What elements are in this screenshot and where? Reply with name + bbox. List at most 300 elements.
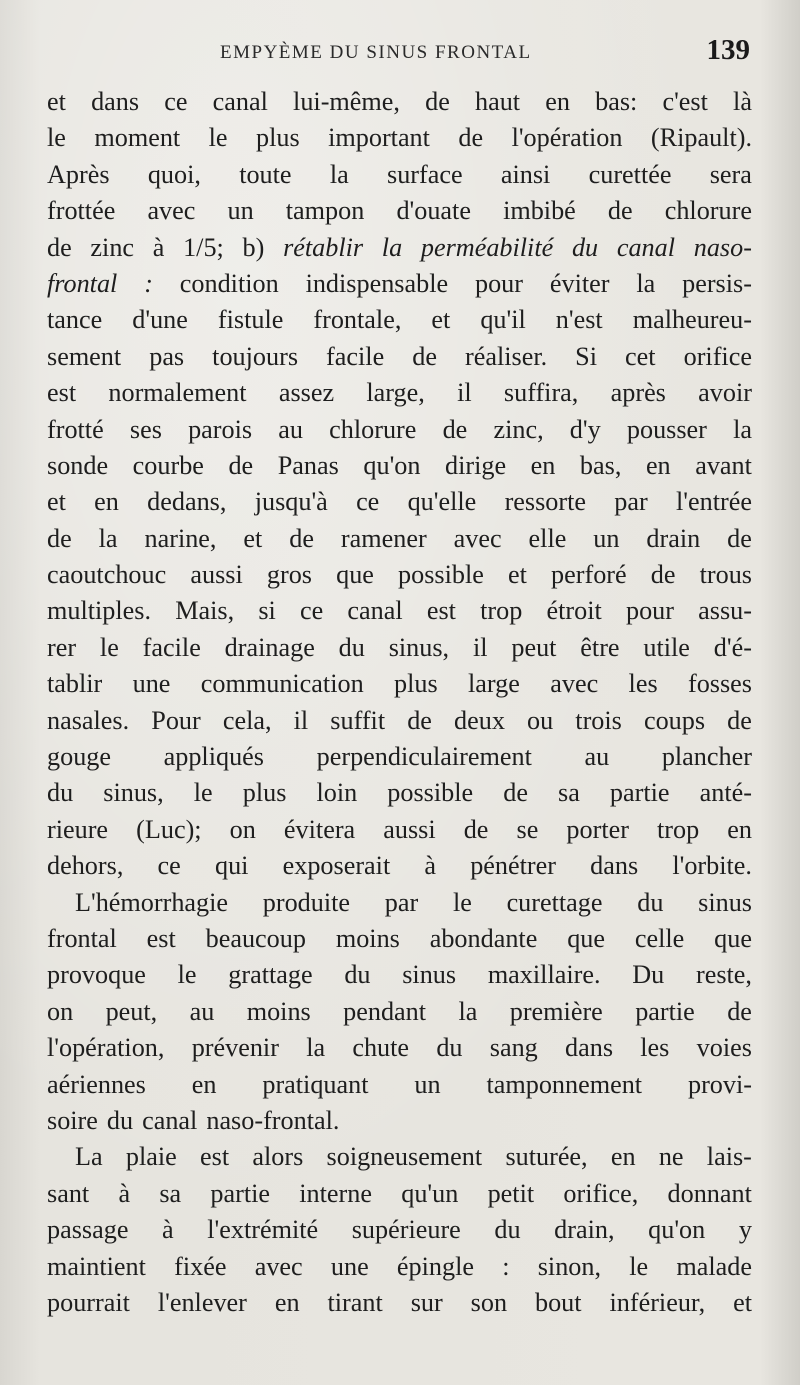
word: bas, (579, 450, 622, 480)
word: plus (256, 123, 300, 153)
word: l'orbite. (672, 851, 752, 881)
word: de (228, 450, 254, 480)
text-line (47, 302, 752, 338)
word: être (580, 632, 620, 662)
word: pendant (343, 996, 427, 1026)
word: ce (356, 487, 380, 517)
word: possible (398, 560, 484, 590)
word: dans (565, 1033, 614, 1063)
word: sa (159, 1178, 182, 1208)
word: chlorure (664, 196, 752, 226)
word: se (516, 814, 539, 844)
text-line (47, 1030, 752, 1066)
word: imbibé (503, 196, 576, 226)
word: drain (646, 523, 701, 553)
word: dedans, (147, 487, 227, 517)
word: malheureu- (632, 305, 752, 335)
word: de (727, 996, 752, 1026)
word: à (162, 1215, 174, 1245)
word: assez (278, 378, 335, 408)
word: il (293, 705, 309, 735)
word: ses (129, 414, 162, 444)
word: 1/5; (183, 232, 224, 262)
word: suturée, (505, 1142, 588, 1172)
running-title: EMPYÈME DU SINUS FRONTAL (220, 42, 532, 63)
word: jusqu'à (254, 487, 328, 517)
word: La (75, 1142, 103, 1172)
word: canal (347, 596, 403, 626)
word: provi- (687, 1069, 752, 1099)
word: le (177, 960, 197, 990)
word: haut (474, 87, 521, 116)
word: provoque (47, 960, 146, 990)
word: celle (634, 923, 685, 953)
word: du (338, 632, 365, 662)
word: partie (635, 996, 695, 1026)
word: tampon (285, 196, 365, 226)
text-line (47, 339, 752, 375)
text-line (47, 1067, 752, 1103)
text-line (47, 157, 752, 193)
text-line (47, 521, 752, 557)
word: le (629, 1251, 649, 1281)
word: du (47, 778, 74, 808)
word: une (132, 669, 171, 699)
word: qu'on (363, 450, 421, 480)
word: l'opération, (47, 1033, 165, 1063)
word: par (614, 487, 648, 517)
text-line (47, 1285, 752, 1321)
word: pas (149, 341, 185, 371)
word: plaie (125, 1142, 177, 1172)
word: canal (616, 232, 676, 262)
word: frotté (47, 414, 104, 444)
word: avec (550, 669, 599, 699)
word: supérieure (351, 1215, 461, 1245)
word: sant (47, 1178, 90, 1208)
word: trop (480, 596, 523, 626)
text-line (47, 666, 752, 702)
word: qu'on (648, 1215, 706, 1245)
word: tirant (327, 1287, 383, 1317)
word: bas: (595, 87, 638, 116)
word: gouge (47, 742, 111, 772)
word: en (645, 450, 671, 480)
word: du (436, 1033, 463, 1063)
word: la (329, 159, 349, 189)
word: au (278, 414, 303, 444)
word: cet (625, 341, 656, 371)
word: ce (164, 87, 188, 116)
text-line (47, 921, 752, 957)
word: plus (394, 669, 438, 699)
word: curettage (506, 887, 603, 917)
word: rétablir (283, 232, 364, 262)
word: Pour (151, 705, 201, 735)
word: pratiquant (262, 1069, 369, 1099)
word: de (47, 232, 72, 262)
word: en (610, 1142, 636, 1172)
word: exposerait (282, 851, 391, 881)
word: et (47, 487, 66, 517)
word: les (628, 669, 658, 699)
word: est (426, 596, 456, 626)
word: du (344, 960, 371, 990)
word: Panas (277, 450, 339, 480)
word: on (229, 814, 256, 844)
word: canal (142, 1105, 198, 1135)
word: voies (696, 1033, 752, 1063)
word: après (610, 378, 666, 408)
word: éviter (549, 268, 610, 298)
word: assu- (698, 596, 752, 626)
word: ainsi (500, 159, 551, 189)
word: n'est (555, 305, 603, 335)
text-line (47, 1139, 752, 1175)
word: sa (558, 778, 580, 808)
word: un (227, 196, 254, 226)
word: l'enlever (157, 1287, 247, 1317)
word: première (509, 996, 603, 1026)
word: il (472, 632, 488, 662)
word: tance (47, 305, 103, 335)
word: ce (299, 596, 324, 626)
word: moins (335, 923, 400, 953)
word: de (47, 523, 72, 553)
word: en (191, 1069, 217, 1099)
text-line (47, 484, 752, 520)
word: courbe (132, 450, 204, 480)
word: sinus, (388, 632, 450, 662)
word: toute (239, 159, 292, 189)
word: au (189, 996, 215, 1026)
word: L'hémorrhagie (75, 887, 229, 917)
word: que (567, 923, 606, 953)
word: frontale, (313, 305, 402, 335)
word: le (193, 778, 213, 808)
word: abondante (429, 923, 538, 953)
text-line (47, 266, 752, 302)
word: toujours (212, 341, 299, 371)
word: drainage (224, 632, 315, 662)
word: dans (91, 87, 140, 116)
word: interne (299, 1178, 372, 1208)
word: sinus, (103, 778, 164, 808)
word: perforé (551, 560, 627, 590)
word: : (144, 268, 153, 298)
text-line (47, 1176, 752, 1212)
word: soire (47, 1105, 98, 1135)
word: avec (147, 196, 196, 226)
word: quoi, (147, 159, 201, 189)
word: l'extrémité (207, 1215, 319, 1245)
word: avant (695, 450, 752, 480)
word: Du (632, 960, 665, 990)
word: la (636, 268, 656, 298)
word: Après (47, 159, 110, 189)
word: fosses (687, 669, 752, 699)
word: malade (676, 1251, 752, 1281)
word: ramener (340, 523, 427, 553)
body-text (47, 84, 752, 1321)
word: condition (179, 268, 279, 298)
word: avoir (698, 378, 752, 408)
text-line (47, 557, 752, 593)
word: canal (212, 87, 268, 116)
word: narine, (144, 523, 217, 553)
word: en (94, 487, 119, 517)
word: curettée (588, 159, 672, 189)
word: drain, (554, 1215, 615, 1245)
word: moment (94, 123, 181, 153)
word: réaliser. (464, 341, 548, 371)
word: qui (214, 851, 249, 881)
word: ce (157, 851, 181, 881)
word: que (336, 560, 374, 590)
running-header (0, 34, 800, 74)
word: cela, (222, 705, 272, 735)
word: chlorure (329, 414, 417, 444)
word: : (502, 1251, 510, 1281)
word: par (384, 887, 419, 917)
text-line (47, 957, 752, 993)
word: grattage (228, 960, 313, 990)
word: la (733, 414, 752, 444)
word: avec (254, 1251, 303, 1281)
word: possible (387, 778, 474, 808)
word: bout (534, 1287, 582, 1317)
word: et (508, 560, 527, 590)
word: maintient (47, 1251, 146, 1281)
word: peut, (105, 996, 158, 1026)
word: de (442, 414, 468, 444)
word: est (47, 378, 77, 408)
word: soigneusement (326, 1142, 483, 1172)
word: suffira, (503, 378, 579, 408)
text-line (47, 848, 752, 884)
word: ressorte (504, 487, 587, 517)
word: utile (643, 632, 690, 662)
word: passage (47, 1215, 129, 1245)
word: aériennes (47, 1069, 146, 1099)
word: on (47, 996, 74, 1026)
word: une (330, 1251, 369, 1281)
text-line (47, 739, 752, 775)
text-line (47, 84, 752, 120)
word: fixée (174, 1251, 227, 1281)
word: gros (266, 560, 312, 590)
word: sinon, (537, 1251, 602, 1281)
word: de (503, 778, 528, 808)
word: peut (511, 632, 557, 662)
word: que (714, 923, 752, 953)
word: au (584, 742, 610, 772)
word: moins (246, 996, 311, 1026)
word: le (452, 887, 472, 917)
word: large, (366, 378, 425, 408)
word: et (431, 305, 451, 335)
word: dirige (445, 450, 507, 480)
word: étroit (546, 596, 602, 626)
word: de (458, 123, 484, 153)
word: porter (566, 814, 629, 844)
word: d'une (132, 305, 188, 335)
page-number: 139 (706, 34, 750, 66)
word: du (106, 1105, 134, 1135)
word: pour (625, 596, 674, 626)
word: en (545, 87, 570, 116)
word: de (407, 705, 432, 735)
word: à (118, 1178, 131, 1208)
word: aussi (190, 560, 243, 590)
word: un (414, 1069, 441, 1099)
word: trois (575, 705, 622, 735)
word: y (738, 1215, 752, 1245)
word: loin (316, 778, 358, 808)
word: fistule (217, 305, 284, 335)
word: en (727, 814, 752, 844)
word: reste, (695, 960, 752, 990)
word: l'entrée (676, 487, 752, 517)
word: aussi (383, 814, 436, 844)
word: l'opération (511, 123, 623, 153)
word: le (99, 632, 119, 662)
word: de (463, 814, 489, 844)
word: en (274, 1287, 300, 1317)
word: évitera (283, 814, 356, 844)
word: tamponnement (486, 1069, 643, 1099)
word: deux (454, 705, 505, 735)
word: perméabilité (420, 232, 554, 262)
word: est (146, 923, 176, 953)
word: lais- (706, 1142, 752, 1172)
word: du (571, 232, 599, 262)
word: caoutchouc (47, 560, 167, 590)
text-line (47, 230, 752, 266)
word: (Ripault). (650, 123, 752, 153)
word: suffit (330, 705, 386, 735)
word: à (424, 851, 437, 881)
word: frontal (47, 268, 118, 298)
text-line (47, 703, 752, 739)
word: son (470, 1287, 508, 1317)
word: de (425, 87, 450, 116)
word: et (243, 523, 263, 553)
word: qu'il (480, 305, 526, 335)
word: pénétrer (470, 851, 556, 881)
word: orifice (683, 341, 752, 371)
word: b) (242, 232, 265, 262)
text-line (47, 593, 752, 629)
word: sinus (402, 960, 457, 990)
word: si (258, 596, 276, 626)
word: perpendiculairement (316, 742, 532, 772)
word: la (306, 1033, 326, 1063)
word: le (47, 123, 66, 153)
word: qu'elle (407, 487, 477, 517)
word: sur (410, 1287, 443, 1317)
text-line (47, 630, 752, 666)
word: de (650, 560, 676, 590)
word: la (458, 996, 478, 1026)
word: pousser (626, 414, 707, 444)
word: sang (489, 1033, 538, 1063)
word: produite (262, 887, 351, 917)
word: d'ouate (396, 196, 471, 226)
word: sera (709, 159, 752, 189)
text-line (47, 994, 752, 1030)
text-line (47, 412, 752, 448)
word: sonde (47, 450, 109, 480)
word: (Luc); (136, 814, 202, 844)
word: normalement (108, 378, 247, 408)
word: ne (658, 1142, 684, 1172)
word: parois (188, 414, 253, 444)
word: partie (609, 778, 670, 808)
word: important (328, 123, 430, 153)
word: elle (528, 523, 567, 553)
text-line (47, 193, 752, 229)
word: il (457, 378, 472, 408)
word: persis- (682, 268, 752, 298)
word: pour (474, 268, 523, 298)
word: de (727, 705, 752, 735)
text-line (47, 375, 752, 411)
word: frottée (47, 196, 116, 226)
word: naso- (693, 232, 752, 262)
word: large (468, 669, 520, 699)
word: appliqués (163, 742, 264, 772)
word: sement (47, 341, 122, 371)
word: c'est (662, 87, 708, 116)
word: facile (326, 341, 385, 371)
word: surface (387, 159, 463, 189)
text-line (47, 1103, 752, 1139)
word: tablir (47, 669, 103, 699)
word: frontal (47, 923, 117, 953)
word: alors (252, 1142, 304, 1172)
word: de (607, 196, 633, 226)
word: en (530, 450, 556, 480)
word: à (152, 232, 165, 262)
word: d'y (569, 414, 601, 444)
text-line (47, 812, 752, 848)
word: inférieur, (609, 1287, 706, 1317)
word: communication (200, 669, 364, 699)
word: sinus (698, 887, 752, 917)
word: pourrait (47, 1287, 130, 1317)
word: de (289, 523, 314, 553)
word: la (381, 232, 403, 262)
word: petit (487, 1178, 535, 1208)
word: prévenir (191, 1033, 279, 1063)
word: et (733, 1287, 752, 1317)
word: anté- (699, 778, 752, 808)
word: d'é- (713, 632, 752, 662)
word: multiples. (47, 596, 152, 626)
word: zinc, (493, 414, 544, 444)
word: naso-frontal. (206, 1105, 340, 1135)
word: coups (643, 705, 706, 735)
word: facile (142, 632, 201, 662)
word: du (637, 887, 664, 917)
word: maxillaire. (487, 960, 601, 990)
word: avec (453, 523, 502, 553)
word: indispensable (305, 268, 449, 298)
word: un (593, 523, 620, 553)
word: épingle (396, 1251, 475, 1281)
word: zinc (90, 232, 135, 262)
